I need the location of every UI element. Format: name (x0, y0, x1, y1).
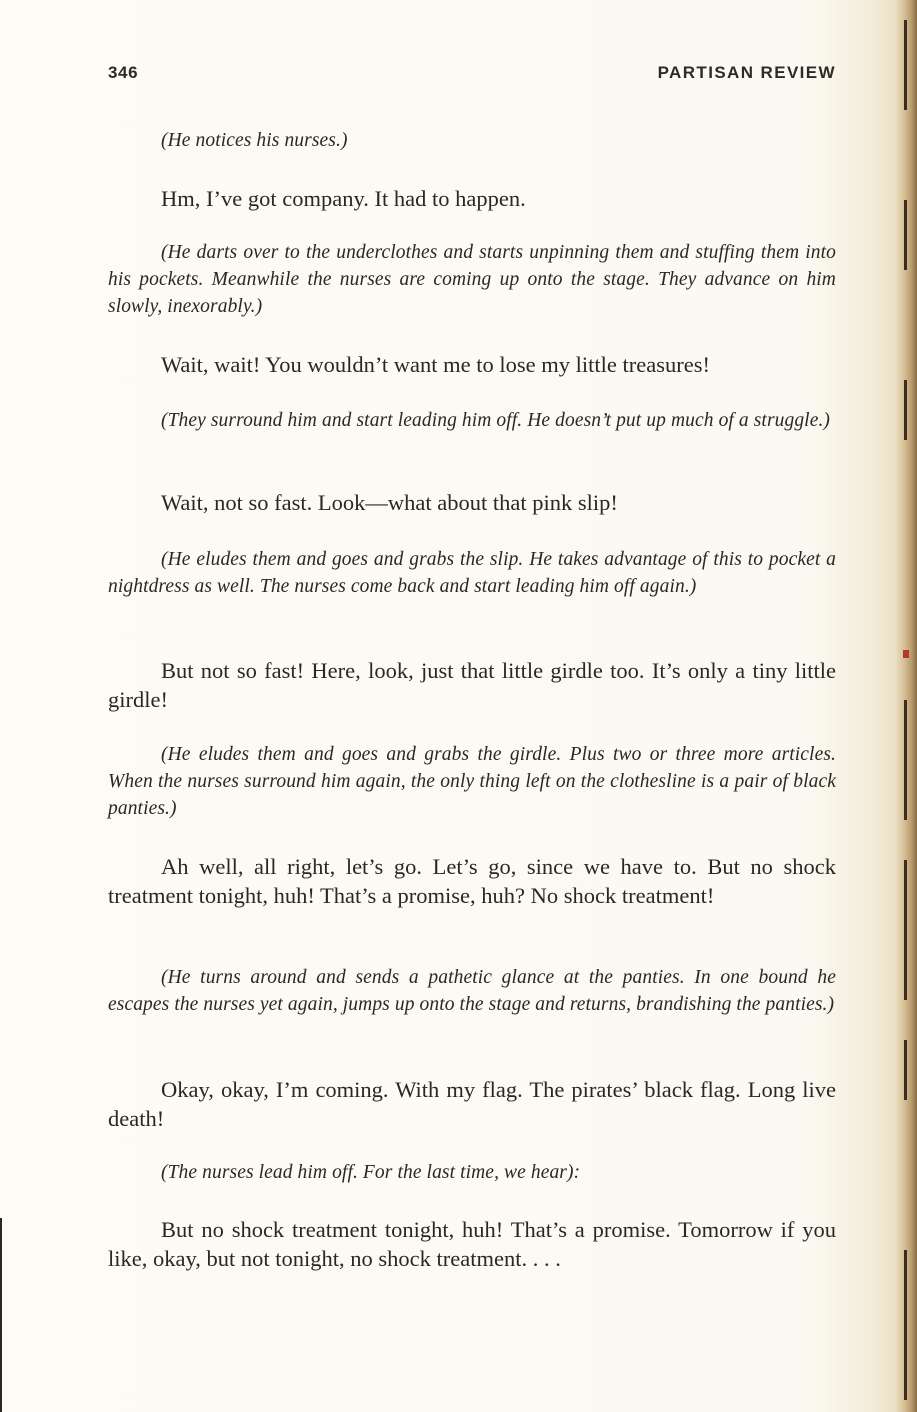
dialogue-paragraph: Okay, okay, I’m coming. With my flag. The pirates’ black flag. Long live death! (108, 1077, 836, 1131)
page-header (108, 63, 836, 87)
binding-shadow-line (904, 860, 907, 1000)
stage-direction: (They surround him and start leading him off. He doesn’t put up much of a struggle.) (161, 410, 831, 431)
dialogue-paragraph: But no shock treatment tonight, huh! That’s a promise. Tomorrow if you like, okay, but not tonight, no shock treatment. . . . (108, 1217, 836, 1271)
running-head: PARTISAN REVIEW (657, 63, 836, 82)
binding-red-mark (903, 650, 909, 658)
dialogue-paragraph: Wait, wait! You wouldn’t want me to lose my little treasures! (161, 352, 710, 377)
page-number: 346 (108, 63, 139, 82)
page-edge-shadow (0, 1218, 2, 1412)
stage-direction: (He notices his nurses.) (161, 130, 348, 151)
stage-direction: (He turns around and sends a pathetic glance at the panties. In one bound he escapes the nurses yet again, jumps up onto the stage and returns, brandishing the panties.) (108, 967, 836, 1015)
stage-direction: (He eludes them and goes and grabs the girdle. Plus two or three more articles. When the nurses surround him again, the only thing left on the clothesline is a pair of black panties.) (108, 744, 836, 819)
stage-direction: (He darts over to the underclothes and starts unpinning them and stuffing them into his pockets. Meanwhile the nurses are coming up onto the stage. They advance on him slowly, inexorably.) (108, 242, 836, 317)
binding-shadow-line (904, 380, 907, 440)
binding-shadow-line (904, 1250, 907, 1400)
binding-shadow-line (904, 200, 907, 270)
stage-direction: (The nurses lead him off. For the last time, we hear): (161, 1162, 581, 1183)
binding-shadow-line (904, 700, 907, 820)
stage-direction: (He eludes them and goes and grabs the slip. He takes advantage of this to pocket a nightdress as well. The nurses come back and start leading him off again.) (108, 549, 836, 597)
dialogue-paragraph: Wait, not so fast. Look—what about that pink slip! (161, 490, 618, 515)
book-binding-edge (895, 0, 917, 1412)
dialogue-paragraph: But not so fast! Here, look, just that little girdle too. It’s only a tiny little girdle! (108, 658, 836, 712)
dialogue-paragraph: Ah well, all right, let’s go. Let’s go, since we have to. But no shock treatment tonight, huh! That’s a promise, huh? No shock treatment! (108, 854, 836, 908)
binding-shadow-line (904, 20, 907, 110)
dialogue-paragraph: Hm, I’ve got company. It had to happen. (161, 186, 526, 211)
binding-shadow-line (904, 1040, 907, 1100)
